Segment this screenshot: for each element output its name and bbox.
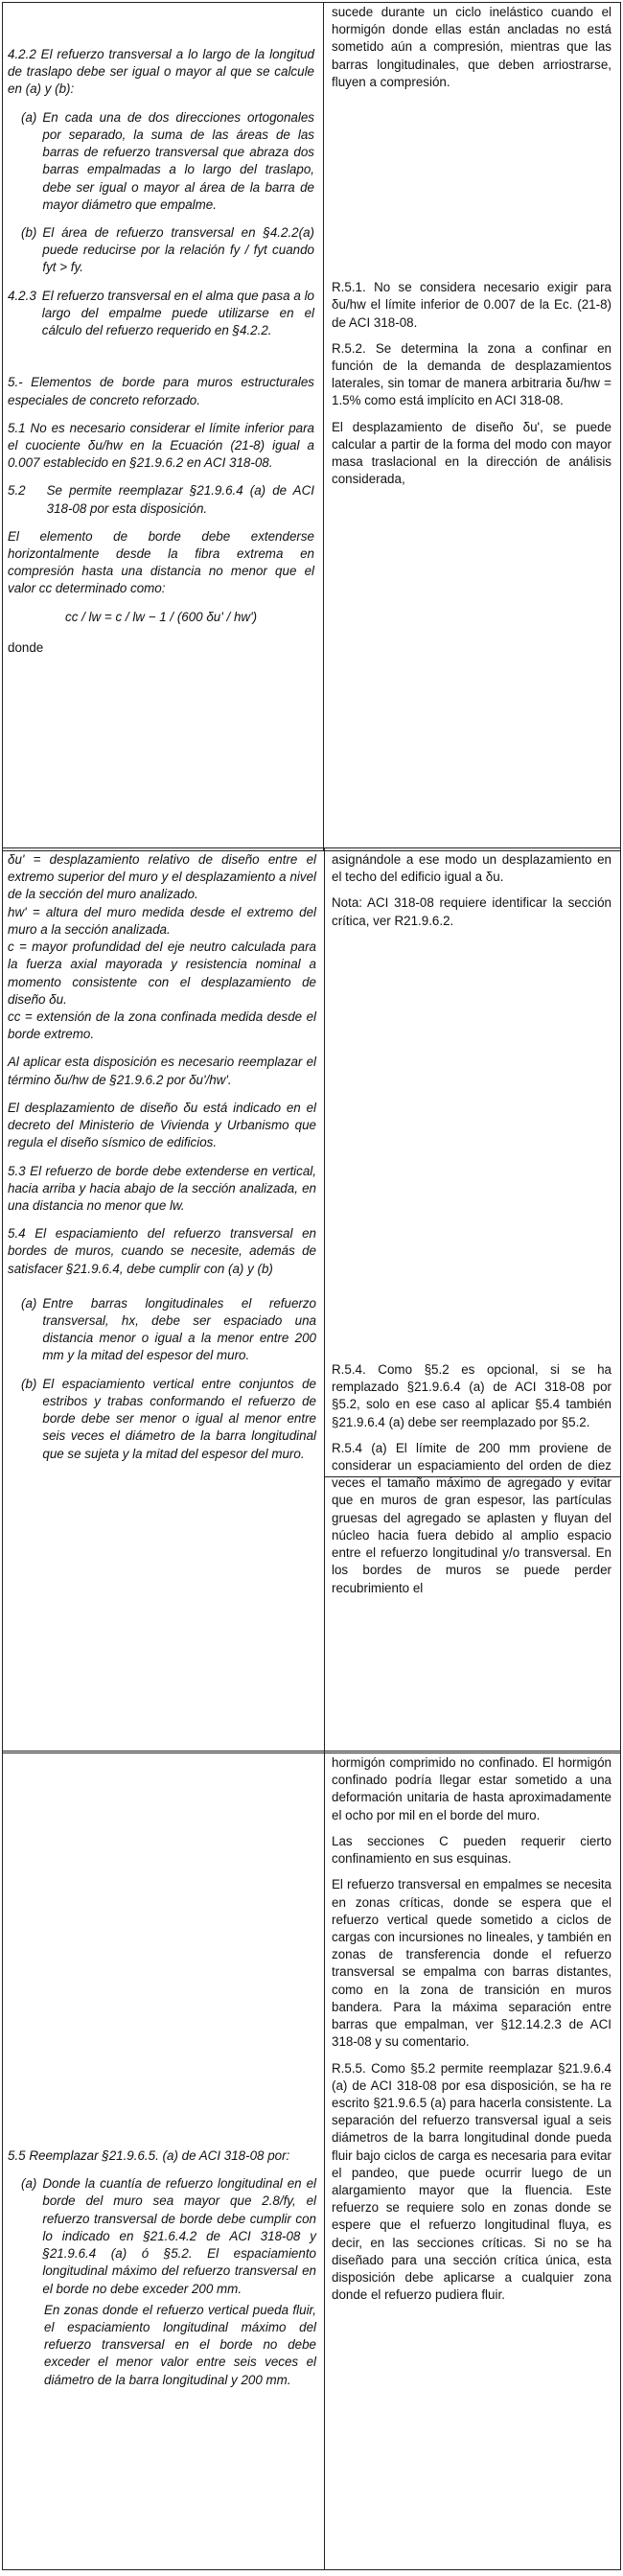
clause-text: Entre barras longitudinales el refuerzo transversal, hx, debe ser espaciado una distancia menor o igual a la menor entre 200 mm y la mitad del espesor del muro.	[42, 1295, 316, 1363]
definition-delta-u: δu' = desplazamiento relativo de diseño entre el extremo superior del muro y el desplazamiento a nivel de la sección del muro analizado.	[8, 852, 316, 902]
clause-label: (a)	[21, 109, 37, 125]
commentary-confined-concrete: hormigón comprimido no confinado. El hormigón confinado podría llegar estar sometido a una deformación unitaria de hasta aproximadamente el ocho por mil en el borde del muro.	[332, 1755, 611, 1822]
commentary-r-5-4-a: R.5.4 (a) El límite de 200 mm proviene de considerar un espaciamiento del orden de diez veces el tamaño máximo de agregado y evitar que en muros de gran espesor, las partículas gruesas del agregado se aplasten y fluyan del núcleo hacia fuera debido al amplio espacio entre el refuerzo longitudinal y/o transversal. En los bordes de muros se puede perder recubrimiento el	[332, 1440, 611, 1595]
clause-text: En cada una de dos direcciones ortogonales por separado, la suma de las áreas de las barras de refuerzo transversal que abraza dos barras empalmadas a lo largo del traslapo, debe ser igual o mayor al área de la barra de mayor diámetro que empalme.	[42, 109, 314, 212]
commentary-r-5-2: R.5.2. Se determina la zona a confinar en función de la demanda de desplazamientos laterales, sin tomar de manera arbitraria δu/hw = 1.5% como está implícito en ACI 318-08.	[332, 340, 611, 408]
clause-5-2-body: El elemento de borde debe extenderse horizontalmente desde la fibra extrema en compresión hasta una distancia no menor que el valor cc determinado como:	[8, 528, 314, 596]
clause-label: (b)	[21, 1376, 37, 1391]
clause-5-2-design-displacement: El desplazamiento de diseño δu está indicado en el decreto del Ministerio de Vivienda y Urbanismo que regula el diseño sísmico de edificios.	[8, 1100, 316, 1150]
left-column-middle	[8, 851, 316, 1474]
clause-5-2	[8, 482, 314, 517]
commentary-c-sections: Las secciones C pueden requerir cierto confinamiento en sus esquinas.	[332, 1833, 611, 1867]
clause-5-5-a-yield-zones: En zonas donde el refuerzo vertical pueda fluir, el espaciamiento longitudinal máximo del refuerzo transversal en el borde no debe exceder el menor valor entre seis veces el diámetro de la barra longitudinal y 200 mm.	[44, 2302, 316, 2387]
clause-4-2-2-a	[8, 109, 314, 214]
clause-5-1: 5.1 No es necesario considerar el límite inferior para el cuociente δu/hw en la Ecuación (21-8) igual a 0.007 establecido en §21.9.6.2 en ACI 318-08.	[8, 420, 314, 471]
clause-label: (a)	[21, 2176, 37, 2192]
definition-hw: hw' = altura del muro medida desde el extremo del muro a la sección analizada.	[8, 904, 316, 937]
commentary-continuation: sucede durante un ciclo inelástico cuando el hormigón donde ellas están ancladas no está sometido aún a compresión, mientras que las barras longitudinales, que deben arriostrarse, fluyen a compresión.	[332, 5, 611, 89]
section-5-heading: 5.- Elementos de borde para muros estructurales especiales de concreto reforzado.	[8, 375, 314, 407]
clause-label: 5.2	[8, 483, 26, 499]
definition-cc: cc = extensión de la zona confinada medida desde el borde extremo.	[8, 1009, 316, 1042]
commentary-splice-reinforcement: El refuerzo transversal en empalmes se necesita en zonas críticas, donde se espera que el refuerzo vertical quede sometido a ciclos de cargas con incursiones no lineales, y también en zonas de transferencia donde el refuerzo transversal se empalma con barras distantes, como en la zona de transición en muros bandera. Para la máxima separación entre barras que empalman, ver §12.14.2.3 de ACI 318-08 y su comentario.	[332, 1877, 611, 2050]
clause-5-2-note: Al aplicar esta disposición es necesario reemplazar el término δu/hw de §21.9.6.2 por δu'/hw'.	[8, 1055, 316, 1087]
left-column-top	[8, 46, 314, 667]
column-divider-top	[323, 2, 324, 851]
commentary-r-5-5: R.5.5. Como §5.2 permite reemplazar §21.9.6.4 (a) de ACI 318-08 por esa disposición, se ha re escrito §21.9.6.5 (a) para hacerla consistente. La separación del refuerzo transversal igual a seis diámetros de la barra longitudinal donde pueda fluir bajo ciclos de carga es necesaria para evitar el pandeo, que puede ocurrir luego de un alargamiento mayor que la fluencia. Este refuerzo se requiere solo en zonas donde se espere que el refuerzo longitudinal fluya, es decir, en las secciones críticas. Si no se ha diseñado para una sección crítica única, esta disposición debe aplicarse a cualquier zona donde el refuerzo pudiera fluir.	[332, 2060, 611, 2303]
right-column-bottom	[332, 1754, 611, 2313]
clause-label: (b)	[21, 224, 37, 240]
clause-4-2-2: 4.2.2 El refuerzo transversal a lo largo de la longitud de traslapo debe ser igual o mayor al que se calcule en (a) y (b):	[8, 47, 314, 97]
column-divider-middle	[324, 847, 325, 1753]
left-column-bottom	[8, 2147, 316, 2400]
definition-c: c = mayor profundidad del eje neutro calculada para la fuerza axial mayorada y resistencia nominal a momento consistente con el desplazamiento de diseño δu.	[8, 940, 316, 1007]
commentary-r-5-2-b: El desplazamiento de diseño δu', se puede calcular a partir de la forma del modo con mayor masa traslacional en la dirección de análisis considerada,	[332, 419, 611, 487]
column-divider-bottom	[324, 1751, 325, 2570]
donde-label: donde	[8, 639, 44, 655]
clause-text: El espaciamiento vertical entre conjuntos de estribos y trabas conformando el refuerzo de borde debe ser menor o igual al menor entre seis veces el diámetro de la barra longitudinal que se sujeta y la mitad del espesor del muro.	[42, 1376, 316, 1461]
right-column-top	[332, 4, 611, 498]
clause-5-4-a	[8, 1295, 316, 1365]
clause-5-4: 5.4 El espaciamiento del refuerzo transversal en bordes de muros, cuando se necesite, además de satisfacer §21.9.6.4, debe cumplir con (a) y (b)	[8, 1226, 316, 1276]
clause-5-4-b	[8, 1376, 316, 1463]
clause-5-5: 5.5 Reemplazar §21.9.6.5. (a) de ACI 318-08 por:	[8, 2148, 290, 2163]
commentary-mode-shape: asignándole a ese modo un desplazamiento en el techo del edificio igual a δu.	[332, 852, 611, 885]
commentary-r-5-4: R.5.4. Como §5.2 es opcional, si se ha remplazado §21.9.6.4 (a) de ACI 318-08 por §5.2, solo en ese caso al aplicar §5.4 también §21.9.6.4 (a) debe ser reemplazado por §5.2.	[332, 1361, 611, 1429]
clause-5-5-a	[8, 2175, 316, 2298]
clause-4-2-3	[8, 288, 314, 340]
commentary-note-critical-section: Nota: ACI 318-08 requiere identificar la sección crítica, ver R21.9.6.2.	[332, 895, 611, 928]
clause-text: El refuerzo transversal en el alma que pasa a lo largo del empalme puede utilizarse en el cálculo del refuerzo requerido en §4.2.2.	[41, 288, 314, 338]
clause-text: Donde la cuantía de refuerzo longitudinal en el borde del muro sea mayor que 2.8/fy, el refuerzo transversal de borde debe cumplir con lo indicado en §21.6.4.2 de ACI 318-08 y §21.9.6.4 (a) ó §5.2. El espaciamiento longitudinal máximo del refuerzo transversal en el borde no debe exceder 200 mm.	[42, 2176, 316, 2296]
clause-text: El área de refuerzo transversal en §4.2.2(a) puede reducirse por la relación fy / fyt cuando fyt > fy.	[42, 224, 314, 275]
clause-text: Se permite reemplazar §21.9.6.4 (a) de ACI 318-08 por esta disposición.	[46, 483, 314, 516]
clause-5-3: 5.3 El refuerzo de borde debe extenderse en vertical, hacia arriba y hacia abajo de la sección analizada, en una distancia no menor que lw.	[8, 1163, 316, 1213]
clause-label: 4.2.3	[8, 288, 36, 303]
clause-label: (a)	[21, 1295, 37, 1311]
clause-4-2-2-b	[8, 224, 314, 277]
equation-cc: cc / lw = c / lw − 1 / (600 δu' / hw')	[65, 609, 258, 624]
commentary-r-5-1: R.5.1. No se considera necesario exigir para δu/hw el límite inferior de 0.007 de la Ec. (21-8) de ACI 318-08.	[332, 280, 611, 330]
right-column-middle	[332, 851, 611, 1606]
